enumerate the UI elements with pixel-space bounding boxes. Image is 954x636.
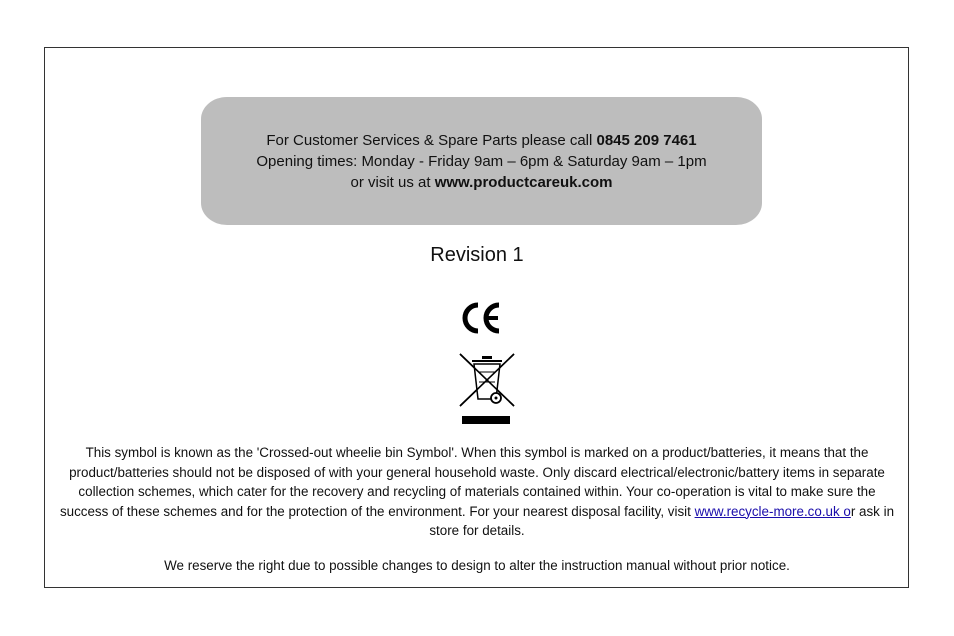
phone-number: 0845 209 7461 (596, 131, 697, 149)
design-change-notice: We reserve the right due to possible changes to design to alter the instruction manual without prior notice. (164, 558, 790, 573)
opening-times: Opening times: Monday - Friday 9am – 6pm & Saturday 9am – 1pm (256, 152, 707, 170)
customer-services-line (266, 130, 696, 151)
ce-mark-icon (461, 301, 503, 335)
recycle-more-link[interactable]: www.recycle-more.co.uk o (694, 503, 851, 519)
revision-label: Revision 1 (430, 244, 524, 266)
website-prefix: or visit us at (350, 173, 435, 191)
customer-services-text: For Customer Services & Spare Parts please call (266, 131, 597, 149)
weee-disposal-text (54, 443, 900, 541)
website-url: www.productcareuk.com (434, 173, 613, 191)
crossed-out-wheelie-bin-icon (456, 352, 520, 428)
weee-text-main: This symbol is known as the 'Crossed-out wheelie bin Symbol'. When this symbol is marked on a product/batteries, it means that the product/batteries should not be disposed of with your general household waste. Only discard electrical/electronic/battery items in separate collection schemes, which cater for the recovery and recycling of materials contained within. Your co-operation is vital to make sure the success of these schemes and for the protection of the environment. For your nearest disposal facility, visit (59, 445, 885, 519)
customer-services-box (201, 97, 762, 225)
weee-text-end: r ask in store for details. (429, 503, 895, 538)
website-line (350, 172, 612, 193)
